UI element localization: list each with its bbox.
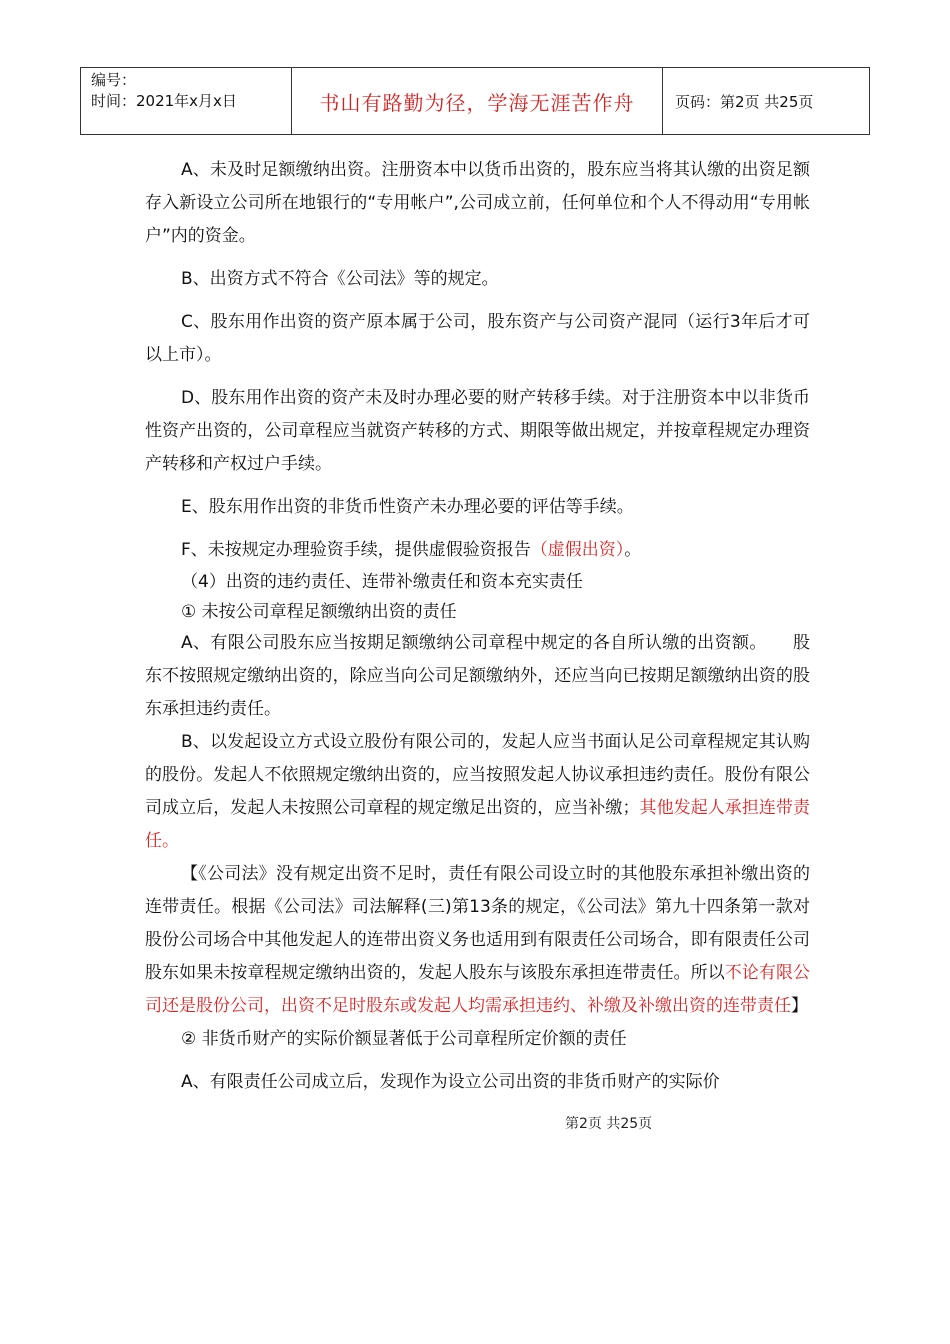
paragraph-note <box>145 858 810 1023</box>
motto: 书山有路勤为径，学海无涯苦作舟 <box>292 68 663 135</box>
paragraph-c1: C、股东用作出资的资产原本属于公司，股东资产与公司资产混同（运行3年后才可以上市）。 <box>145 312 810 365</box>
header-info-cell <box>81 68 292 135</box>
section-heading-4: （4）出资的违约责任、连带补缴责任和资本充实责任 <box>181 572 583 592</box>
paragraph-e1: E、股东用作出资的非货币性资产未办理必要的评估等手续。 <box>181 497 634 517</box>
b2-highlight: 其他发起人承担连带责任。 <box>145 798 811 851</box>
header-table <box>80 67 870 135</box>
footer-page-number: 第2页 共25页 <box>565 1116 653 1132</box>
paragraph-d1: D、股东用作出资的资产未及时办理必要的财产转移手续。对于注册资本中以非货币性资产出资的，公司章程应当就资产转移的方式、期限等做出规定，并按章程规定办理资产转移和产权过户手续。 <box>145 388 810 474</box>
note-highlight: 不论有限公司还是股份公司，出资不足时股东或发起人均需承担违约、补缴及补缴出资的连带责任 <box>145 963 811 1016</box>
b2-text: B、以发起设立方式设立股份有限公司的，发起人应当书面认足公司章程规定其认购的股份。发起人不依照规定缴纳出资的，应当按照发起人协议承担违约责任。股份有限公司成立后，发起人未按照公司章程的规定缴足出资的，应当补缴； <box>145 732 810 818</box>
note-end: 】 <box>791 996 808 1016</box>
subsection-2: ② 非货币财产的实际价额显著低于公司章程所定价额的责任 <box>181 1029 627 1049</box>
paragraph-a2: A、有限公司股东应当按期足额缴纳公司章程中规定的各自所认缴的出资额。 股东不按照规定缴纳出资的，除应当向公司足额缴纳外，还应当向已按期足额缴纳出资的股东承担违约责任。 <box>145 633 810 719</box>
f1-end: 。 <box>624 540 642 560</box>
subsection-1: ① 未按公司章程足额缴纳出资的责任 <box>181 602 457 622</box>
paragraph-b2 <box>145 726 810 858</box>
page-label: 页码：第2页 共25页 <box>663 68 870 135</box>
number-label: 编号： <box>91 71 137 89</box>
paragraph-a1: A、未及时足额缴纳出资。注册资本中以货币出资的，股东应当将其认缴的出资足额存入新设立公司所在地银行的“专用帐户”,公司成立前，任何单位和个人不得动用“专用帐户”内的资金。 <box>145 160 810 246</box>
paragraph-b1: B、出资方式不符合《公司法》等的规定。 <box>181 269 499 289</box>
note-text: 【《公司法》没有规定出资不足时，责任有限公司设立时的其他股东承担补缴出资的连带责任。根据《公司法》司法解释(三)第13条的规定，《公司法》第九十四条第一款对股份公司场合中其他发起人的连带出资义务也适用到有限责任公司场合，即有限责任公司股东如果未按章程规定缴纳出资的，发起人股东与该股东承担连带责任。所以 <box>145 864 810 983</box>
date-label: 时间：2021年x月x日 <box>91 92 237 110</box>
paragraph-f1 <box>145 534 810 567</box>
f1-highlight: （虚假出资） <box>530 540 625 560</box>
f1-text: F、未按规定办理验资手续，提供虚假验资报告 <box>181 540 531 560</box>
document-body <box>145 154 810 1099</box>
paragraph-a3: A、有限责任公司成立后，发现作为设立公司出资的非货币财产的实际价 <box>181 1072 720 1092</box>
